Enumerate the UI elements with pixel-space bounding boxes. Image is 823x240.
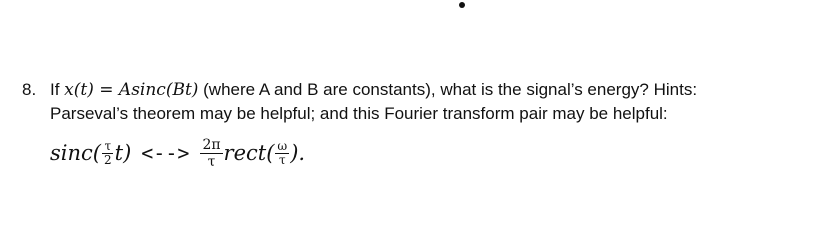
- question-suffix: (where A and B are constants), what is the signal’s energy? Hints:: [198, 80, 698, 99]
- lhs-fraction: [102, 140, 114, 167]
- rhs-rect: rect(: [223, 141, 275, 165]
- math-x-of-t: x(t): [64, 80, 94, 100]
- rhs-inner-fraction: [275, 140, 289, 167]
- rhs-inner-denominator: τ: [278, 152, 286, 167]
- math-asinc: Asinc(Bt): [118, 80, 199, 100]
- rhs-fraction-denominator: τ: [207, 153, 216, 170]
- rhs-close: ).: [290, 141, 306, 165]
- question-line-1: [22, 79, 697, 101]
- math-equals: =: [93, 80, 119, 100]
- fourier-pair-formula: [50, 128, 305, 178]
- stray-dot: [459, 2, 465, 8]
- rhs-fraction: [200, 137, 222, 170]
- lhs-variable: t): [114, 141, 132, 165]
- question-prefix: If: [50, 80, 65, 99]
- question-number: 8.: [22, 80, 37, 99]
- transform-arrow: <-->: [141, 141, 190, 165]
- rhs-inner-numerator: ω: [277, 138, 288, 153]
- question-line-2: Parseval’s theorem may be helpful; and this Fourier transform pair may be helpful:: [50, 104, 668, 123]
- lhs-fraction-denominator: 2: [103, 152, 112, 167]
- rhs-fraction-numerator: 2π: [202, 136, 221, 153]
- lhs-fraction-numerator: τ: [104, 138, 112, 153]
- lhs-sinc: sinc(: [50, 141, 101, 165]
